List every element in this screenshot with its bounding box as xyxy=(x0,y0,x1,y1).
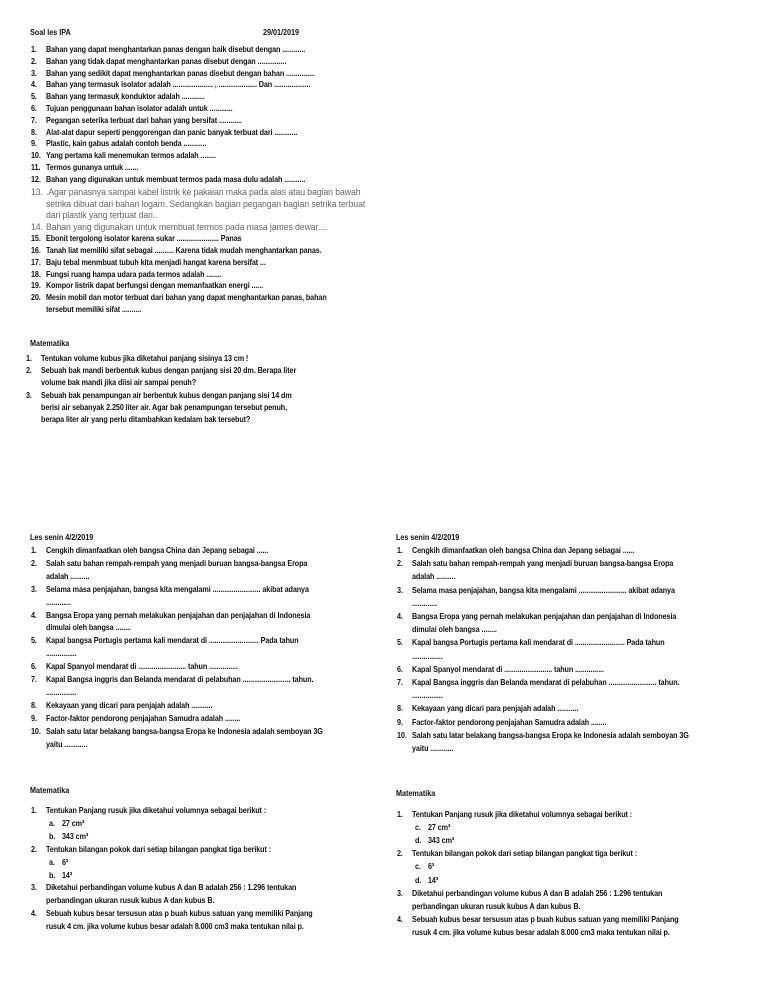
question-text: Kekayaan yang dicari para penjajah adalah ........... xyxy=(412,703,579,714)
item-number: 6. xyxy=(397,663,403,674)
question-text: Plastic, kain gabus adalah contoh benda ............ xyxy=(46,138,207,149)
sub-item-text: 343 cm³ xyxy=(428,835,455,846)
item-number: 3. xyxy=(397,584,403,595)
item-number: b. xyxy=(49,869,56,880)
item-number: 6. xyxy=(31,661,37,672)
question-text: Sebuah kubus besar tersusun atas p buah kubus satuan yang memiliki Panjang xyxy=(412,913,679,924)
item-number: 8. xyxy=(31,126,37,137)
item-number: d. xyxy=(415,835,422,846)
question-text: Selama masa penjajahan, bangsa kita mengalami ......................... akibat adanya xyxy=(412,584,675,595)
question-text: perbandingan ukuran rusuk kubus A dan kubus B. xyxy=(46,895,215,906)
question-text: Kapal bangsa Portugis pertama kali mendarat di .......................... Pada tahun xyxy=(412,637,665,648)
question-text: Tentukan bilangan pokok dari setiap bilangan pangkat tiga berikut : xyxy=(46,843,272,854)
question-text: Bahan yang sedikit dapat menghantarkan panas disebut dengan bahan ............... xyxy=(46,67,315,78)
sub-item-text: 27 cm³ xyxy=(428,822,451,833)
item-number: 2. xyxy=(31,843,37,854)
question-text: Pegangan seterika terbuat dari bahan yang bersifat ............ xyxy=(46,114,242,125)
item-number: 16. xyxy=(31,245,41,255)
question-text: tersebut memiliki sifat .......... xyxy=(46,304,142,314)
question-text: Alat-alat dapur seperti penggorengan dan panic banyak terbuat dari ............ xyxy=(46,126,298,137)
item-number: 4. xyxy=(397,913,403,924)
question-text: Bahan yang tidak dapat menghantarkan panas disebut dengan ............... xyxy=(46,55,287,66)
question-text: Diketahui perbandingan volume kubus A dan B adalah 256 : 1.296 tentukan xyxy=(46,882,297,893)
item-number: 3. xyxy=(31,583,37,594)
question-text: Salah satu latar belakang bangsa-bangsa Eropa ke Indonesia adalah semboyan 3G xyxy=(412,729,689,740)
item-number: a. xyxy=(49,856,55,867)
question-text: Kapal bangsa Portugis pertama kali mendarat di .......................... Pada tahun xyxy=(46,635,299,646)
item-number: 6. xyxy=(31,103,37,113)
item-number: 1. xyxy=(397,545,403,555)
item-number: 7. xyxy=(31,114,37,125)
item-number: 5. xyxy=(31,91,37,102)
section-heading-les-left: Les senin 4/2/2019 xyxy=(30,532,94,542)
sub-item-text: 343 cm³ xyxy=(62,830,89,841)
item-number: 19. xyxy=(31,280,41,291)
question-text: ............. xyxy=(412,597,437,608)
item-number: 14. xyxy=(31,221,43,233)
section-heading-math-left: Matematika xyxy=(30,785,70,795)
question-text: Baju tebal menmbuat tubuh kita menjadi hangat karena bersifat ... xyxy=(46,256,266,267)
item-number: 9. xyxy=(397,716,403,727)
item-number: 3. xyxy=(31,67,37,78)
item-number: 4. xyxy=(31,79,37,90)
item-number: 3. xyxy=(31,882,37,893)
question-text: volume bak mandi jika diisi air sampai penuh? xyxy=(41,377,197,388)
question-text: adalah .......... xyxy=(46,570,90,581)
question-text: Kompor listrik dapat berfungsi dengan memanfaatkan energi ...... xyxy=(46,280,264,291)
item-number: a. xyxy=(49,817,55,828)
question-text: Tentukan Panjang rusuk jika diketahui volumnya sebagai berikut : xyxy=(412,809,633,819)
item-number: 9. xyxy=(31,138,37,149)
document-date: 29/01/2019 xyxy=(263,27,300,37)
item-number: 7. xyxy=(397,677,403,687)
sub-item-text: 6³ xyxy=(428,861,435,872)
question-text: Salah satu bahan rempah-rempah yang menjadi buruan bangsa-bangsa Eropa xyxy=(412,558,674,569)
question-text: Yang pertama kali menemukan termos adalah ........ xyxy=(46,150,216,161)
question-text: ................ xyxy=(46,648,77,659)
item-number: c. xyxy=(415,822,421,833)
item-number: 5. xyxy=(397,637,403,648)
item-number: 10. xyxy=(31,150,41,161)
question-text: yaitu ............ xyxy=(412,743,454,753)
item-number: 10. xyxy=(397,729,407,740)
question-text: .Agar panasnya sampai kabel listrik ke pakaian maka pada alas atau bagian bawah xyxy=(46,185,361,197)
sub-item-text: 14³ xyxy=(62,869,73,880)
item-number: 1. xyxy=(31,545,37,555)
section-heading-les-right: Les senin 4/2/2019 xyxy=(396,532,460,542)
question-text: adalah .......... xyxy=(412,571,456,582)
question-text: setrika dibuat dari bahan logam. Sedangkan bagian pegangan bagian setrika terbuat xyxy=(46,197,366,209)
question-text: rusuk 4 cm. jika volume kubus besar adalah 8.000 cm3 maka tentukan nilai p. xyxy=(412,926,670,937)
question-text: Tentukan volume kubus jika diketahui panjang sisinya 13 cm ! xyxy=(41,353,249,363)
item-number: 3. xyxy=(397,887,403,898)
question-text: Sebuah bak mandi berbentuk kubus dengan panjang sisi 20 dm. Berapa liter xyxy=(41,365,297,376)
item-number: 8. xyxy=(31,699,37,710)
question-text: Sebuah kubus besar tersusun atas p buah kubus satuan yang memiliki Panjang xyxy=(46,908,313,919)
item-number: c. xyxy=(415,861,421,872)
question-text: Bahan yang termasuk konduktor adalah ............ xyxy=(46,91,205,102)
item-number: 12. xyxy=(31,173,41,184)
question-text: Tujuan penggunaan bahan isolator adalah untuk ............ xyxy=(46,103,233,113)
question-text: Cengkih dimanfaatkan oleh bangsa China dan Jepang sebagai ...... xyxy=(412,545,635,555)
item-number: 10. xyxy=(31,725,41,736)
question-text: Kapal Spanyol mendarat di ......................... tahun ............... xyxy=(46,661,238,672)
question-text: Tentukan Panjang rusuk jika diketahui volumnya sebagai berikut : xyxy=(46,805,267,815)
question-text: berisi air sebanyak 2.250 liter air. Agar bak penampungan tersebut penuh, xyxy=(41,401,288,412)
item-number: 4. xyxy=(31,908,37,919)
item-number: 7. xyxy=(31,674,37,684)
item-number: 5. xyxy=(31,635,37,646)
item-number: 2. xyxy=(397,848,403,859)
item-number: 2. xyxy=(26,365,32,376)
question-text: Tentukan bilangan pokok dari setiap bilangan pangkat tiga berikut : xyxy=(412,848,638,859)
sub-item-text: 27 cm³ xyxy=(62,817,85,828)
question-text: Cengkih dimanfaatkan oleh bangsa China dan Jepang sebagai ...... xyxy=(46,545,269,555)
question-text: dari plastik yang terbuat dari.. xyxy=(46,209,158,221)
question-text: Salah satu bahan rempah-rempah yang menjadi buruan bangsa-bangsa Eropa xyxy=(46,557,308,568)
question-text: Factor-faktor pendorong penjajahan Samudra adalah ........ xyxy=(412,716,607,727)
question-text: Bangsa Eropa yang pernah melakukan penjajahan dan penjajahan di Indonesia xyxy=(46,609,311,620)
question-text: Fungsi ruang hampa udara pada termos adalah ........ xyxy=(46,268,222,279)
question-text: Mesin mobil dan motor terbuat dari bahan yang dapat menghantarkan panas, bahan xyxy=(46,292,327,303)
question-text: Bahan yang termasuk isolator adalah ..................... , .................... Dan ................... xyxy=(46,79,311,90)
question-text: Diketahui perbandingan volume kubus A dan B adalah 256 : 1.296 tentukan xyxy=(412,887,663,898)
item-number: 9. xyxy=(31,712,37,723)
item-number: 15. xyxy=(31,233,41,244)
item-number: 4. xyxy=(397,611,403,621)
question-text: Salah satu latar belakang bangsa-bangsa Eropa ke Indonesia adalah semboyan 3G xyxy=(46,725,323,736)
question-text: perbandingan ukuran rusuk kubus A dan kubus B. xyxy=(412,900,581,911)
question-text: Selama masa penjajahan, bangsa kita mengalami ......................... akibat adanya xyxy=(46,583,309,594)
section-heading-matematika: Matematika xyxy=(30,338,70,348)
question-text: ................ xyxy=(412,650,443,661)
item-number: 3. xyxy=(26,389,32,400)
item-number: 13. xyxy=(31,185,43,197)
item-number: 1. xyxy=(31,44,37,54)
item-number: 11. xyxy=(31,162,41,172)
item-number: 4. xyxy=(31,609,37,620)
question-text: Termos gunanya untuk ....... xyxy=(46,162,139,172)
question-text: ................ xyxy=(46,686,77,697)
question-text: berapa liter air yang perlu ditambahkan kedalam bak tersebut? xyxy=(41,414,251,424)
question-text: Bahan yang digunakan untuk membuat termos pada masa james dewar.... xyxy=(46,221,328,233)
item-number: d. xyxy=(415,874,422,885)
item-number: 2. xyxy=(31,557,37,568)
item-number: 2. xyxy=(31,55,37,66)
document-title: Soal les IPA xyxy=(30,27,71,37)
sub-item-text: 6³ xyxy=(62,856,69,867)
question-text: dimulai oleh bangsa ........ xyxy=(412,624,497,635)
item-number: 1. xyxy=(397,809,403,819)
question-text: Kapal Bangsa inggris dan Belanda mendarat di pelabuhan ......................... tahun. xyxy=(412,677,680,687)
item-number: 1. xyxy=(26,353,32,363)
sub-item-text: 14³ xyxy=(428,874,439,885)
question-text: Kapal Spanyol mendarat di ......................... tahun ............... xyxy=(412,663,604,674)
question-text: Kekayaan yang dicari para penjajah adalah ........... xyxy=(46,699,213,710)
question-text: Tanah liat memiliki sifat sebagai .......... Karena tidak mudah menghantarkan panas. xyxy=(46,245,322,255)
question-text: Ebonit tergolong isolator karena sukar ...................... Panas xyxy=(46,233,242,244)
question-text: rusuk 4 cm. jika volume kubus besar adalah 8.000 cm3 maka tentukan nilai p. xyxy=(46,921,304,932)
question-text: Bahan yang digunakan untuk membuat termos pada masa dulu adalah ........... xyxy=(46,173,306,184)
item-number: 1. xyxy=(31,805,37,815)
question-text: dimulai oleh bangsa ........ xyxy=(46,622,131,633)
question-text: yaitu ............ xyxy=(46,738,88,749)
item-number: b. xyxy=(49,830,56,841)
item-number: 8. xyxy=(397,703,403,714)
question-text: Bahan yang dapat menghantarkan panas dengan baik disebut dengan ............ xyxy=(46,44,306,54)
item-number: 2. xyxy=(397,558,403,569)
question-text: Factor-faktor pendorong penjajahan Samudra adalah ........ xyxy=(46,712,241,723)
section-heading-math-right: Matematika xyxy=(396,788,436,798)
item-number: 18. xyxy=(31,268,41,279)
question-text: Sebuah bak penampungan air berbentuk kubus dengan panjang sisi 14 dm xyxy=(41,389,292,400)
question-text: ................ xyxy=(412,690,443,701)
item-number: 20. xyxy=(31,292,41,303)
item-number: 17. xyxy=(31,256,41,267)
question-text: Kapal Bangsa inggris dan Belanda mendarat di pelabuhan ......................... tahun. xyxy=(46,674,314,684)
question-text: ............. xyxy=(46,596,71,607)
question-text: Bangsa Eropa yang pernah melakukan penjajahan dan penjajahan di Indonesia xyxy=(412,611,677,621)
